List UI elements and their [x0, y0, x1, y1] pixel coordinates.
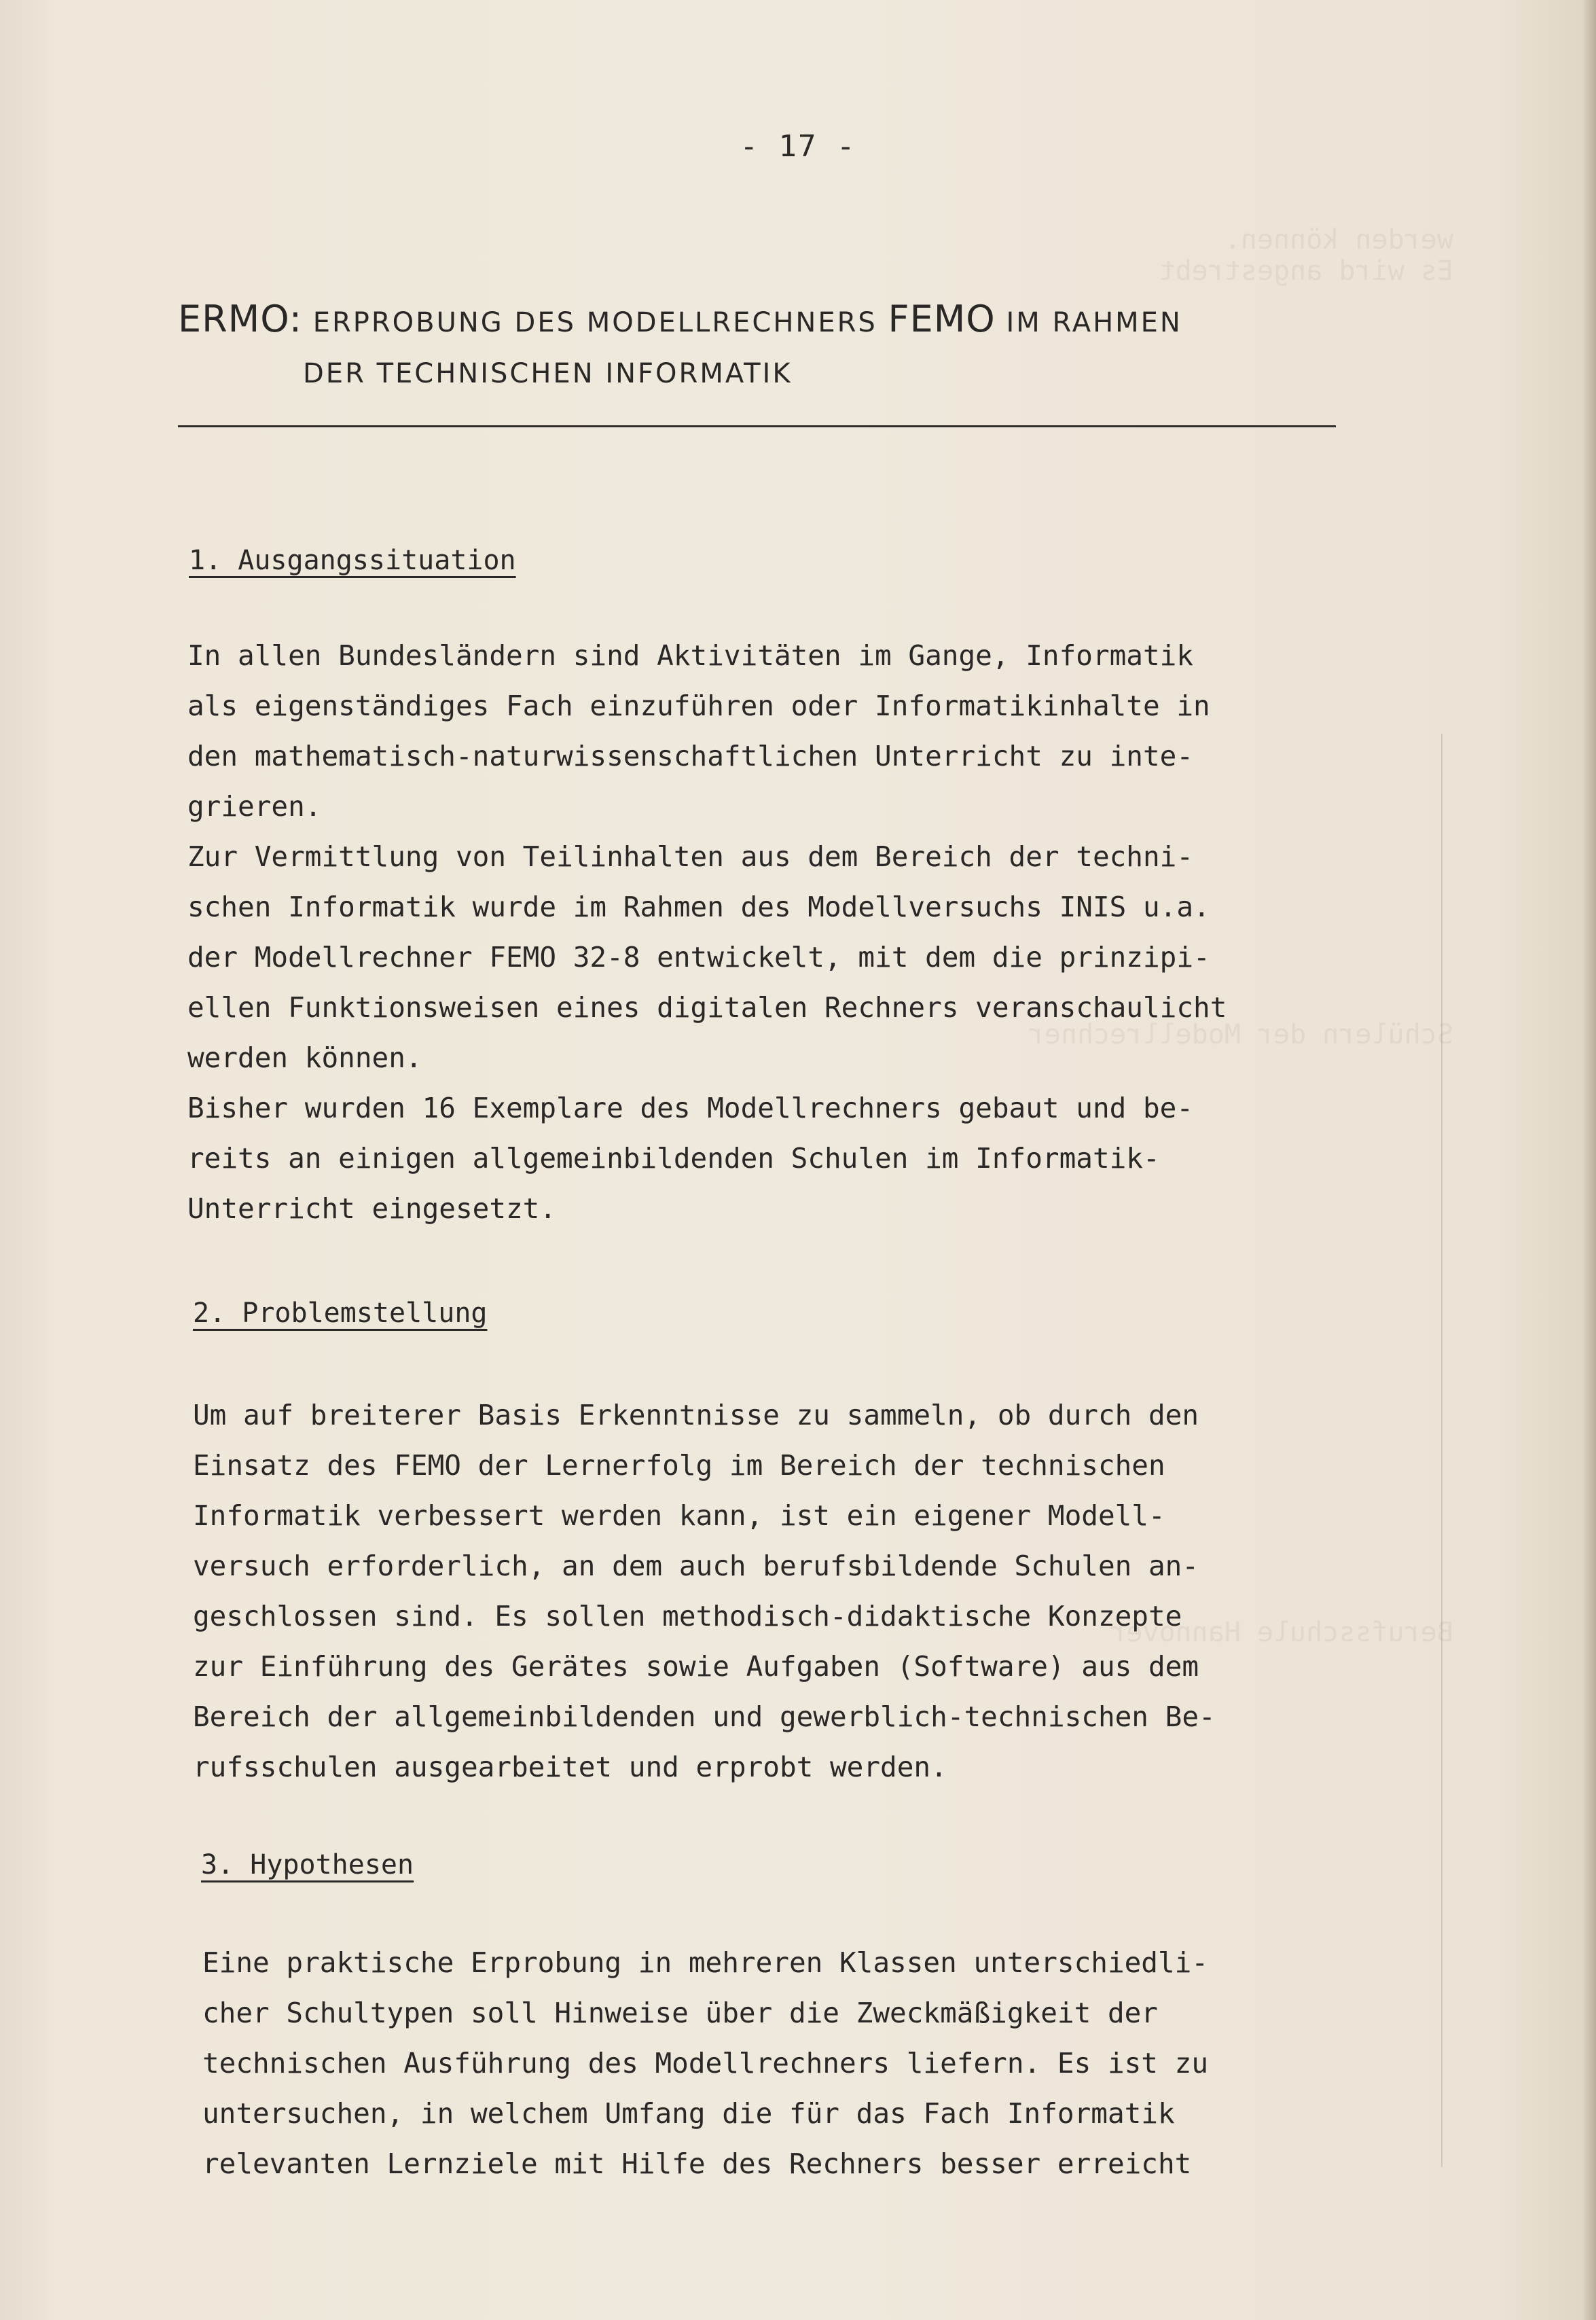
- text-line: Bereich der allgemeinbildenden und gewerblich-technischen Be-: [193, 1700, 1216, 1733]
- page-fold-shadow: [1582, 0, 1596, 2320]
- document-title: [178, 298, 1182, 389]
- title-text-b: IM RAHMEN: [995, 307, 1182, 338]
- text-line: technischen Ausführung des Modellrechners liefern. Es ist zu: [202, 2047, 1209, 2080]
- section-body-2: [193, 1390, 1456, 1792]
- text-line: In allen Bundesländern sind Aktivitäten im Gange, Informatik: [187, 639, 1194, 672]
- text-line: relevanten Lernziele mit Hilfe des Rechners besser erreicht: [202, 2147, 1192, 2180]
- section-body-3: [202, 1938, 1466, 2189]
- text-line: Eine praktische Erprobung in mehreren Klassen unterschiedli-: [202, 1946, 1209, 1979]
- section-body-1: [187, 630, 1451, 1234]
- text-line: grieren.: [187, 790, 322, 823]
- title-device-name: FEMO: [888, 298, 996, 340]
- text-line: reits an einigen allgemeinbildenden Schulen im Informatik-: [187, 1142, 1160, 1175]
- text-line: zur Einführung des Gerätes sowie Aufgaben (Software) aus dem: [193, 1650, 1199, 1683]
- text-line: rufsschulen ausgearbeitet und erprobt werden.: [193, 1751, 947, 1783]
- text-line: als eigenständiges Fach einzuführen oder Informatikinhalte in: [187, 690, 1210, 722]
- bleed-through-texture: Berufsschule Hannover: [1110, 1617, 1453, 1648]
- text-line: Um auf breiterer Basis Erkenntnisse zu sammeln, ob durch den: [193, 1399, 1199, 1431]
- text-line: schen Informatik wurde im Rahmen des Modellversuchs INIS u.a.: [187, 891, 1210, 923]
- text-line: den mathematisch-naturwissenschaftlichen Unterricht zu inte-: [187, 740, 1194, 772]
- text-line: ellen Funktionsweisen eines digitalen Rechners veranschaulicht: [187, 991, 1227, 1024]
- title-text-a: ERPROBUNG DES MODELLRECHNERS: [302, 307, 888, 338]
- text-line: versuch erforderlich, an dem auch berufsbildende Schulen an-: [193, 1550, 1199, 1582]
- text-line: der Modellrechner FEMO 32-8 entwickelt, mit dem die prinzipi-: [187, 941, 1210, 974]
- text-line: Zur Vermittlung von Teilinhalten aus dem Bereich der techni-: [187, 840, 1194, 873]
- text-line: untersuchen, in welchem Umfang die für das Fach Informatik: [202, 2097, 1175, 2130]
- bleed-through-texture: werden können. Es wird angestrebt: [1159, 224, 1453, 287]
- bleed-through-texture: Schülern der Modellrechner: [1028, 1019, 1453, 1050]
- text-line: geschlossen sind. Es sollen methodisch-didaktische Konzepte: [193, 1600, 1182, 1632]
- section-heading-2: 2. Problemstellung: [193, 1298, 488, 1329]
- title-underline: [178, 425, 1336, 427]
- title-acronym: ERMO:: [178, 298, 302, 340]
- text-line: cher Schultypen soll Hinweise über die Zweckmäßigkeit der: [202, 1997, 1158, 2029]
- text-line: Informatik verbessert werden kann, ist ein eigener Modell-: [193, 1499, 1165, 1532]
- text-line: Bisher wurden 16 Exemplare des Modellrechners gebaut und be-: [187, 1092, 1194, 1124]
- section-heading-1: 1. Ausgangssituation: [189, 545, 516, 576]
- text-line: Einsatz des FEMO der Lernerfolg im Bereich der technischen: [193, 1449, 1165, 1482]
- text-line: Unterricht eingesetzt.: [187, 1192, 557, 1225]
- page-number: - 17 -: [740, 129, 856, 164]
- text-line: werden können.: [187, 1041, 422, 1074]
- section-heading-3: 3. Hypothesen: [201, 1849, 414, 1880]
- title-line-2: DER TECHNISCHEN INFORMATIK: [303, 358, 793, 389]
- title-line-1: [178, 298, 1182, 340]
